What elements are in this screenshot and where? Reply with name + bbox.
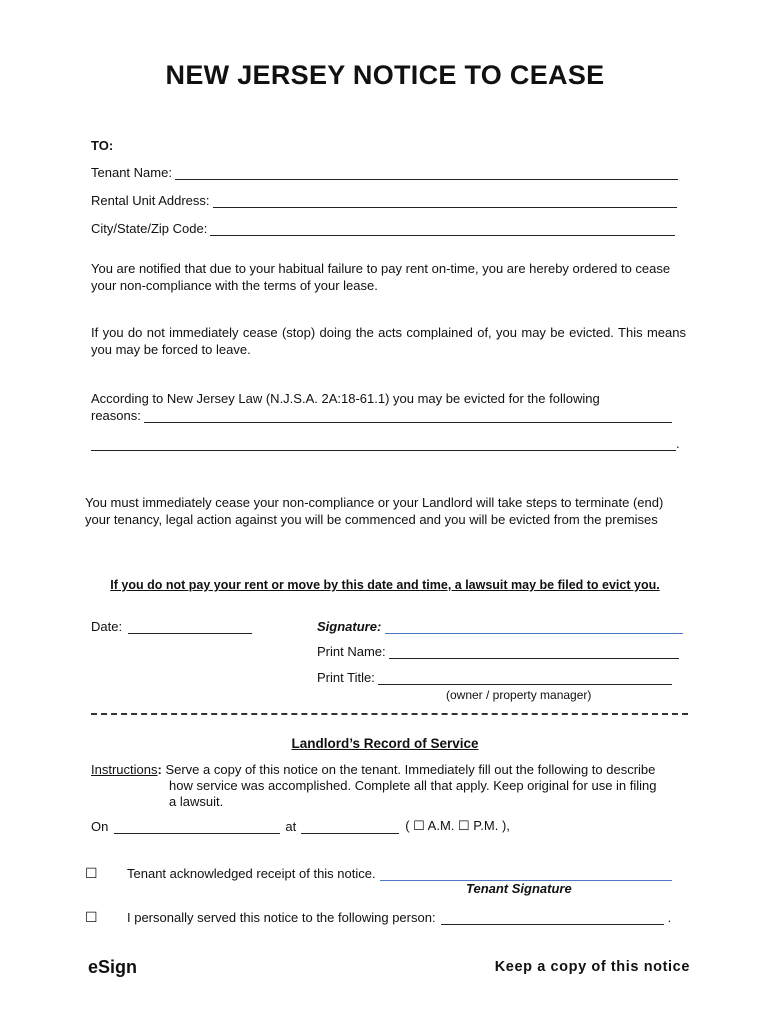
date-label: Date: <box>91 619 123 634</box>
instructions-label: Instructions <box>91 762 158 777</box>
signature-line[interactable] <box>385 621 683 634</box>
rental-unit-address-label: Rental Unit Address: <box>91 193 210 208</box>
tenant-ack-field[interactable] <box>127 866 672 881</box>
tenant-signature-label: Tenant Signature <box>466 881 572 896</box>
personally-served-checkbox[interactable]: ☐ <box>85 909 98 925</box>
print-name-field[interactable] <box>317 644 679 659</box>
personally-served-label: I personally served this notice to the following person: <box>127 910 436 925</box>
date-field[interactable] <box>91 619 252 634</box>
notice-paragraph-4: You must immediately cease your non-compliance or your Landlord will take steps to terminate (end) your tenancy, legal action against you will be commenced and you will be evicted from the premises <box>85 495 664 527</box>
tenant-name-line[interactable] <box>175 167 678 180</box>
instructions-text-3: a lawsuit. <box>169 794 224 809</box>
instructions-text-2: how service was accomplished. Complete all that apply. Keep original for use in filing <box>169 778 657 793</box>
cut-divider <box>91 713 688 715</box>
record-of-service-title: Landlord’s Record of Service <box>291 736 479 751</box>
date-line[interactable] <box>128 621 252 634</box>
personally-served-end: . <box>667 910 672 925</box>
tenant-name-field[interactable] <box>91 165 678 180</box>
reasons-label: reasons: <box>91 408 141 423</box>
service-date-line[interactable] <box>114 821 280 834</box>
notice-paragraph-1: You are notified that due to your habitual failure to pay rent on-time, you are hereby ordered to cease your non-compliance with the terms of your lease. <box>91 261 671 293</box>
am-pm-options[interactable]: ( ☐ A.M. ☐ P.M. ), <box>405 818 510 833</box>
served-person-line[interactable] <box>441 912 664 925</box>
reasons-field[interactable] <box>91 408 672 423</box>
reasons-line-1[interactable] <box>144 410 672 423</box>
city-state-zip-line[interactable] <box>210 223 675 236</box>
role-note: (owner / property manager) <box>446 688 592 702</box>
at-label: at <box>285 819 297 834</box>
service-time-line[interactable] <box>301 821 399 834</box>
on-label: On <box>91 819 109 834</box>
signature-label: Signature: <box>317 619 382 634</box>
tenant-ack-checkbox[interactable]: ☐ <box>85 865 98 881</box>
tenant-signature-line[interactable] <box>380 868 672 881</box>
to-label: TO: <box>91 138 114 153</box>
print-name-line[interactable] <box>389 646 679 659</box>
personally-served-field[interactable] <box>127 910 671 925</box>
print-name-label: Print Name: <box>317 644 386 659</box>
keep-copy-note: Keep a copy of this notice <box>494 959 690 975</box>
city-state-zip-label: City/State/Zip Code: <box>91 221 208 236</box>
reasons-end-period: . <box>676 436 680 451</box>
print-title-label: Print Title: <box>317 670 375 685</box>
lawsuit-warning: If you do not pay your rent or move by this date and time, a lawsuit may be filed to evict you. <box>110 578 660 592</box>
print-title-line[interactable] <box>378 672 672 685</box>
notice-paragraph-3: According to New Jersey Law (N.J.S.A. 2A:18-61.1) you may be evicted for the following <box>91 391 600 406</box>
instructions-colon: : <box>157 762 162 777</box>
esign-logo: eSign <box>88 957 138 977</box>
notice-paragraph-2: If you do not immediately cease (stop) doing the acts complained of, you may be evicted. This means you may be forced to leave. <box>91 325 686 357</box>
reasons-continued-field[interactable] <box>91 436 680 451</box>
instructions-text-1: Serve a copy of this notice on the tenant. Immediately fill out the following to describe <box>165 762 656 777</box>
service-date-time-field[interactable] <box>91 818 510 834</box>
tenant-name-label: Tenant Name: <box>91 165 172 180</box>
rental-unit-address-field[interactable] <box>91 193 677 208</box>
reasons-line-2[interactable] <box>91 438 676 451</box>
document-title: NEW JERSEY NOTICE TO CEASE <box>165 60 605 90</box>
instructions-line-1 <box>91 762 655 777</box>
print-title-field[interactable] <box>317 670 672 685</box>
tenant-ack-label: Tenant acknowledged receipt of this notice. <box>127 866 376 881</box>
rental-unit-address-line[interactable] <box>213 195 677 208</box>
signature-field[interactable] <box>317 619 683 634</box>
city-state-zip-field[interactable] <box>91 221 675 236</box>
